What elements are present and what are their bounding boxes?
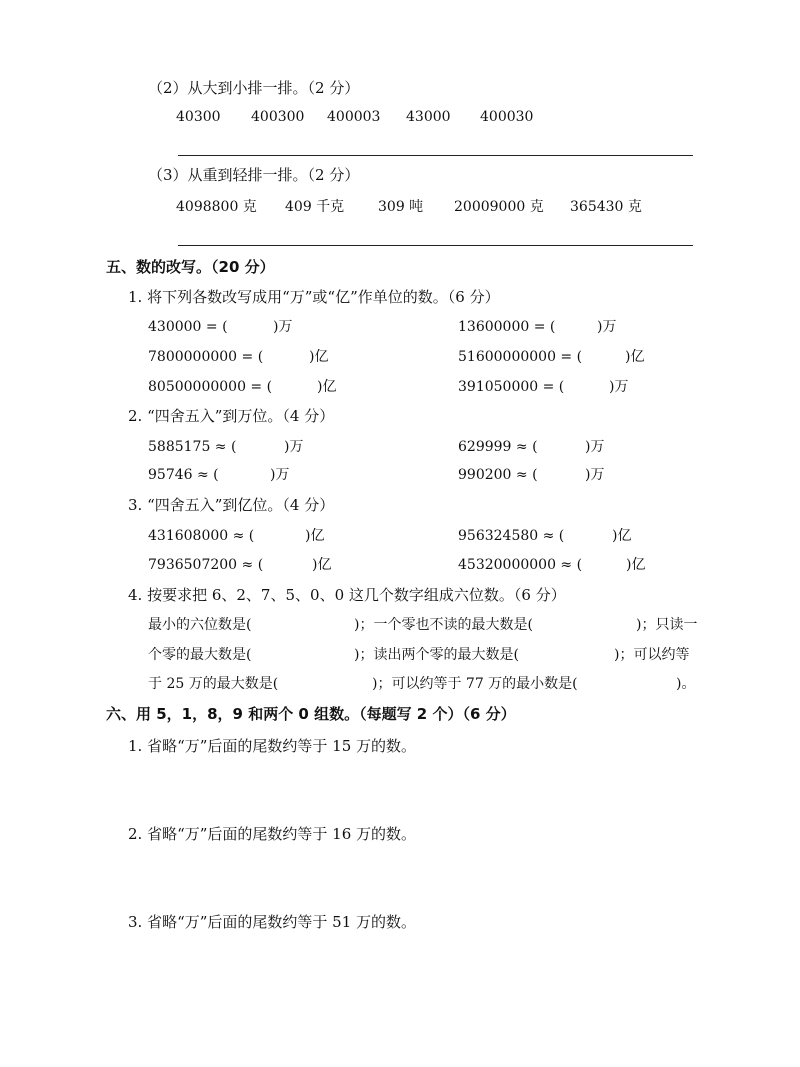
s5-q4-l1-c: )；只读一 (636, 617, 698, 633)
s5-q2-r2-left: 95746 ≈ ( (148, 467, 219, 483)
s5-q1-r1-left: 430000 = ( (148, 319, 228, 335)
q3-weight-4: 20009000 克 (454, 199, 544, 215)
s5-q3-r1-left: 431608000 ≈ ( (148, 528, 255, 544)
s5-q4-l2-c: )；可以约等 (614, 647, 690, 663)
s5-q2-title: 2. “四舍五入”到万位。（4 分） (128, 407, 335, 425)
s5-q1-r3-left-unit: )亿 (317, 379, 337, 395)
s5-q1-r2-right-unit: )亿 (625, 349, 645, 365)
s6-q2: 2. 省略“万”后面的尾数约等于 16 万的数。 (128, 825, 417, 843)
s5-q3-title: 3. “四舍五入”到亿位。（4 分） (128, 496, 335, 514)
s5-q1-r3-left: 80500000000 = ( (148, 379, 273, 395)
s5-q2-r1-left: 5885175 ≈ ( (148, 439, 237, 455)
q3-weight-1: 4098800 克 (176, 199, 257, 215)
q3-answer-line (178, 245, 693, 246)
s5-q3-r2-right: 45320000000 ≈ ( (458, 557, 583, 573)
s5-q2-r1-right-unit: )万 (585, 439, 605, 455)
s5-q4-l2-a: 个零的最大数是( (148, 647, 252, 663)
s5-q1-r3-right-unit: )万 (609, 379, 629, 395)
s5-q3-r1-left-unit: )亿 (305, 528, 325, 544)
s5-q2-r1-left-unit: )万 (284, 439, 304, 455)
s6-q1: 1. 省略“万”后面的尾数约等于 15 万的数。 (128, 737, 417, 755)
s5-q4-l1-b: )；一个零也不读的最大数是( (354, 617, 533, 633)
q2-number-3: 400003 (327, 109, 381, 125)
s5-q3-r2-right-unit: )亿 (626, 557, 646, 573)
s5-q4-l3-b: )；可以约等于 77 万的最小数是( (372, 676, 578, 692)
s5-q1-r1-right: 13600000 = ( (458, 319, 556, 335)
q2-sort-title: （2）从大到小排一排。（2 分） (148, 79, 360, 97)
q3-weight-5: 365430 克 (570, 199, 642, 215)
s5-q1-r2-left: 7800000000 = ( (148, 349, 264, 365)
s5-q1-r2-left-unit: )亿 (309, 349, 329, 365)
s5-q3-r2-left-unit: )亿 (312, 557, 332, 573)
s5-q4-l1-a: 最小的六位数是( (148, 617, 252, 633)
q2-number-2: 400300 (251, 109, 305, 125)
q2-number-1: 40300 (176, 109, 221, 125)
q3-weight-3: 309 吨 (378, 199, 424, 215)
s5-q1-r1-left-unit: )万 (273, 319, 293, 335)
q2-answer-line (178, 155, 693, 156)
s5-q2-r2-right-unit: )万 (585, 467, 605, 483)
s5-q4-l3-a: 于 25 万的最大数是( (148, 676, 279, 692)
s5-q1-r2-right: 51600000000 = ( (458, 349, 583, 365)
section6-title: 六、用 5，1，8，9 和两个 0 组数。（每题写 2 个）（6 分） (106, 705, 516, 723)
s5-q3-r2-left: 7936507200 ≈ ( (148, 557, 264, 573)
s5-q4-l2-b: )；读出两个零的最大数是( (354, 647, 519, 663)
s5-q4-title: 4. 按要求把 6、2、7、5、0、0 这几个数字组成六位数。（6 分） (128, 586, 566, 604)
s5-q1-r1-right-unit: )万 (597, 319, 617, 335)
s6-q3: 3. 省略“万”后面的尾数约等于 51 万的数。 (128, 913, 417, 931)
s5-q3-r1-right-unit: )亿 (612, 528, 632, 544)
s5-q4-l3-c: )。 (676, 676, 696, 692)
s5-q2-r1-right: 629999 ≈ ( (458, 439, 538, 455)
s5-q2-r2-right: 990200 ≈ ( (458, 467, 538, 483)
q3-weight-2: 409 千克 (285, 199, 345, 215)
s5-q1-title: 1. 将下列各数改写成用“万”或“亿”作单位的数。（6 分） (128, 288, 500, 306)
q3-sort-title: （3）从重到轻排一排。（2 分） (148, 166, 360, 184)
s5-q3-r1-right: 956324580 ≈ ( (458, 528, 565, 544)
s5-q1-r3-right: 391050000 = ( (458, 379, 565, 395)
s5-q2-r2-left-unit: )万 (270, 467, 290, 483)
q2-number-5: 400030 (480, 109, 534, 125)
q2-number-4: 43000 (406, 109, 451, 125)
section5-title: 五、数的改写。（20 分） (106, 258, 275, 276)
